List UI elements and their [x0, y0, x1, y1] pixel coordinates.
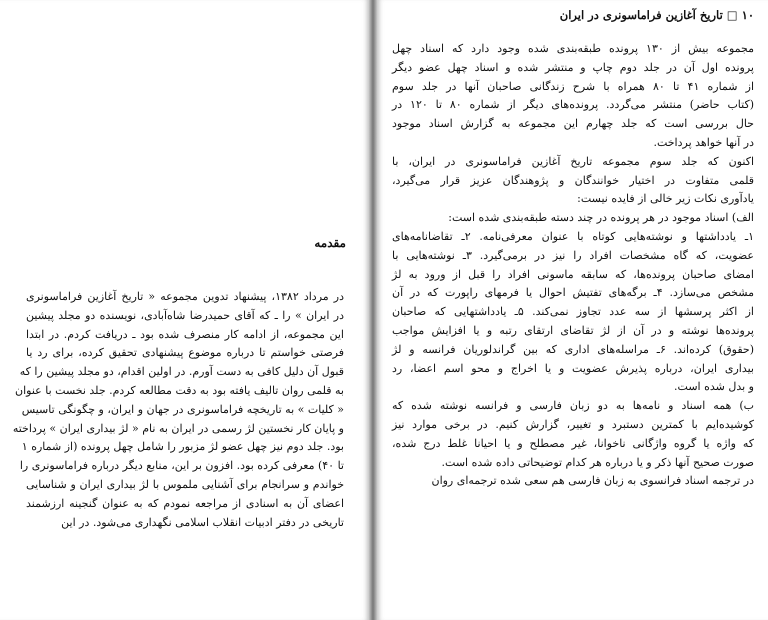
text-line: در ترجمه اسناد فرانسوی به زبان فارسی هم سعی شده ترجمه‌ای روان: [431, 474, 754, 488]
text-line: صورت صحیح آنها ذکر و یا درباره هر کدام توضیحاتی داده شده است.: [441, 455, 754, 469]
text-line: اکنون که جلد سوم مجموعه تاریخ آغازین فراماسونری در ایران، با: [392, 154, 754, 168]
left-page: [0, 0, 368, 620]
text-line: فرصتی خواستم تا درباره موضوع پیشنهادی تحقیق کرده، برای رد یا: [26, 346, 344, 360]
text-line: بیداری ایران، درباره پذیرش عضویت و یا اخراج و محو اسم اعضا، رد: [392, 361, 754, 375]
text-line: ۱ـ یادداشتها و نوشته‌هایی کوتاه با عنوان معرفی‌نامه. ۲ـ تقاضانامه‌های: [392, 229, 754, 243]
text-line: از اکثر پرسشها از سه عدد تجاوز نمی‌کند. ۵ـ یادداشتهایی که صاحبان: [392, 305, 754, 319]
text-line: و بدل شده است.: [674, 380, 754, 394]
text-line: خواندم و سرانجام برای آشنایی ملموس با لژ بیداری ایران و شناسایی: [26, 477, 344, 491]
text-line: قلمی متفاوت در اختیار خوانندگان و پژوهندگان عزیز قرار می‌گیرد،: [392, 173, 754, 187]
text-line: (حقوق) کرده‌اند. ۶ـ مراسله‌های اداری که بین گراندلوریان فرانسه و لژ: [392, 342, 755, 356]
text-line: پرونده‌ها نوشته و در آن از لژ تقاضای ارتقای رتبه و یا افزایش مواجب: [392, 323, 754, 337]
text-line: تا ۴۰) معرفی کرده بود. افزون بر این، منابع دیگر درباره فراماسونری را: [19, 459, 344, 473]
text-line: حال بررسی است که جلد چهارم این مجموعه به گزارش اسناد موجود: [392, 117, 754, 131]
text-line: در آنها خواهد پرداخت.: [653, 135, 754, 149]
text-line: مشخص می‌سازد. ۴ـ برگه‌های تفتیش احوال یا فرمهای راپورت که در آن: [392, 286, 754, 300]
text-line: و پایان کار نخستین لژ رسمی در ایران به نام « لژ بیداری ایران » پرداخته: [12, 421, 344, 435]
section-title: مقدمه: [314, 236, 346, 250]
text-line: الف) اسناد موجود در هر پرونده در چند دسته طبقه‌بندی شده است:: [448, 211, 754, 225]
right-page-body: [392, 40, 754, 491]
text-line: که واژه یا گروه واژگانی ناخوانا، غیر مصطلح و یا احیانا غلط درج شده،: [392, 436, 754, 450]
text-line: از شماره ۴۱ تا ۸۰ همراه با شرح زندگانی صاحبان آنها در جلد سوم: [392, 79, 755, 93]
book-gutter: [368, 0, 378, 620]
text-line: این مجموعه، از ادامه کار منصرف شده بود ـ دریافت کردم. در ابتدا: [26, 327, 344, 341]
text-line: به قلمی روان تالیف یافته بود به دقت مطالعه کردم. جلد نخست با عنوان: [15, 383, 344, 397]
text-line: مجموعه بیش از ۱۳۰ پرونده طبقه‌بندی شده وجود دارد که اسناد چهل: [392, 42, 754, 55]
text-line: « کلیات » به تاریخچه فراماسونری در جهان و ایران، و چگونگی تاسیس: [21, 402, 344, 416]
text-line: کوشیده‌ایم با کمترین دستبرد و تغییر، گزارش کنیم. در برخی موارد نیز: [392, 417, 754, 431]
text-line: بود. جلد دوم نیز چهل عضو لژ مزبور را شامل چهل پرونده (از شماره ۱: [21, 440, 344, 454]
left-page-body: [12, 288, 344, 532]
text-line: در ایران » را ـ که آقای حمیدرضا شاه‌آبادی، نویسنده دو مجلد پیشین: [26, 308, 344, 322]
right-page: [378, 0, 768, 620]
text-line: در مرداد ۱۳۸۲، پیشنهاد تدوین مجموعه « تاریخ آغازین فراماسونری: [26, 290, 344, 303]
text-line: ب) همه اسناد و نامه‌ها به دو زبان فارسی و فرانسه نوشته شده که: [392, 399, 754, 413]
text-line: اعضای آن به اسنادی از مراجعه نمودم که به عنوان گنجینه ارزشمند: [26, 496, 344, 510]
text-line: تاریخی در دفتر ادبیات انقلاب اسلامی نگهداری می‌شود. در این: [61, 515, 344, 529]
text-line: (کتاب حاضر) منتشر می‌گردد. پرونده‌های دیگر از شماره ۸۰ تا ۱۲۰ در: [392, 98, 755, 112]
text-line: عضویت، که گاه مشخصات افراد را نیز در برمی‌گیرد. ۳ـ نوشته‌هایی با: [392, 248, 754, 262]
text-line: یادآوری نکات زیر خالی از فایده نیست:: [577, 192, 754, 206]
running-head: ۱۰ □ تاریخ آغازین فراماسونری در ایران: [559, 8, 754, 22]
text-line: پرونده اول آن در جلد دوم چاپ و منتشر شده و اسناد چهل عضو دیگر: [392, 60, 754, 74]
text-line: امضای صاحبان پرونده‌ها، که سابقه ماسونی افراد را قبل از ورود به لژ: [392, 267, 754, 281]
text-line: قبول آن دلیل کافی به دست آورم. در اولین اقدام، دو مجلد پیشین را که: [19, 365, 344, 379]
